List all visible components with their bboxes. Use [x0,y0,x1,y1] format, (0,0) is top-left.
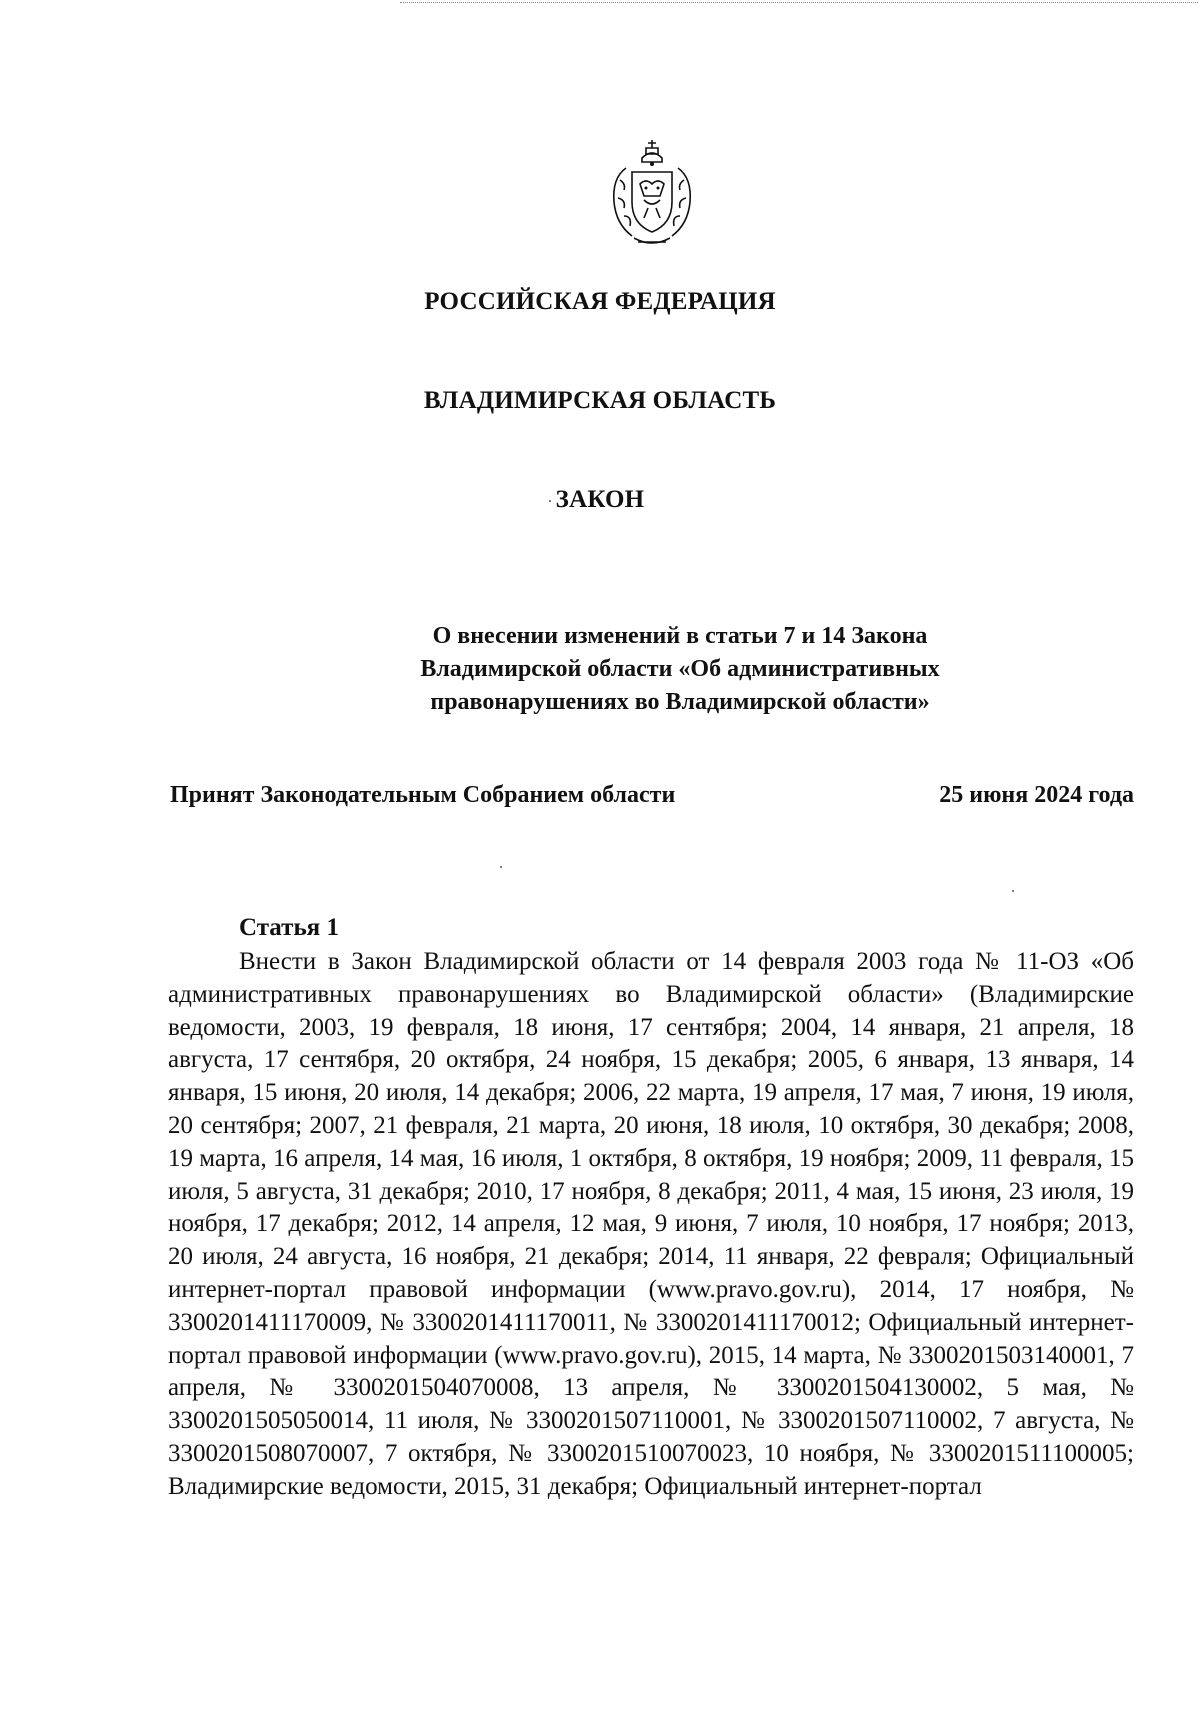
article-heading: Статья 1 [239,914,339,941]
law-title [300,620,1060,719]
coat-of-arms-icon [604,138,700,248]
doc-type-heading: ЗАКОН [555,486,645,513]
article-body: Внести в Закон Владимирской области от 14 февраля 2003 года № 11-ОЗ «Об административных правонарушениях во Владимирской области» (Владимирские ведомости, 2003, 19 февраля, 18 июня, 17 сентября; 2004, 14 января, 21 апреля, 18 августа, 17 сентября, 20 октября, 24 ноября, 15 декабря; 2005, 6 января, 13 января, 14 января, 15 июня, 20 июля, 14 декабря; 2006, 22 марта, 19 апреля, 17 мая, 7 июня, 19 июля, 20 сентября; 2007, 21 февраля, 21 марта, 20 июня, 18 июля, 10 октября, 30 декабря; 2008, 19 марта, 16 апреля, 14 мая, 16 июля, 1 октября, 8 октября, 19 ноября; 2009, 11 февраля, 15 июля, 5 августа, 31 декабря; 2010, 17 ноября, 8 декабря; 2011, 4 мая, 15 июня, 23 июля, 19 ноября, 17 декабря; 2012, 14 апреля, 12 мая, 9 июня, 7 июля, 10 ноября, 17 ноября; 2013, 20 июля, 24 августа, 16 ноября, 21 декабря; 2014, 11 января, 22 февраля; Официальный интернет-портал правовой информации (www.pravo.gov.ru), 2014, 17 ноября, № 3300201411170009, № 3300201411170011, № 3300201411170012; Официальный интернет-портал правовой информации (www.pravo.gov.ru), 2015, 14 марта, № 3300201503140001, 7 апреля, № 3300201504070008, 13 апреля, № 3300201504130002, 5 мая, № 3300201505050014, 11 июля, № 3300201507110001, № 3300201507110002, 7 августа, № 3300201508070007, 7 октября, № 3300201510070023, 10 ноября, № 3300201511100005; Владимирские ведомости, 2015, 31 декабря; Официальный интернет-портал [168,948,1134,1500]
law-title-line: Владимирской области «Об административных [420,656,940,682]
law-title-line: О внесении изменений в статьи 7 и 14 Закона [432,623,928,649]
country-heading: РОССИЙСКАЯ ФЕДЕРАЦИЯ [424,288,776,315]
scan-speck [1012,890,1014,892]
adoption-label: Принят Законодательным Собранием области [170,782,676,808]
scan-speck [500,866,502,868]
scan-speck [549,500,551,502]
scan-top-edge [400,2,1198,3]
adoption-date: 25 июня 2024 года [939,782,1134,808]
law-title-line: правонарушениях во Владимирской области» [430,689,930,715]
region-heading: ВЛАДИМИРСКАЯ ОБЛАСТЬ [423,387,777,414]
adoption-line [170,782,1134,809]
